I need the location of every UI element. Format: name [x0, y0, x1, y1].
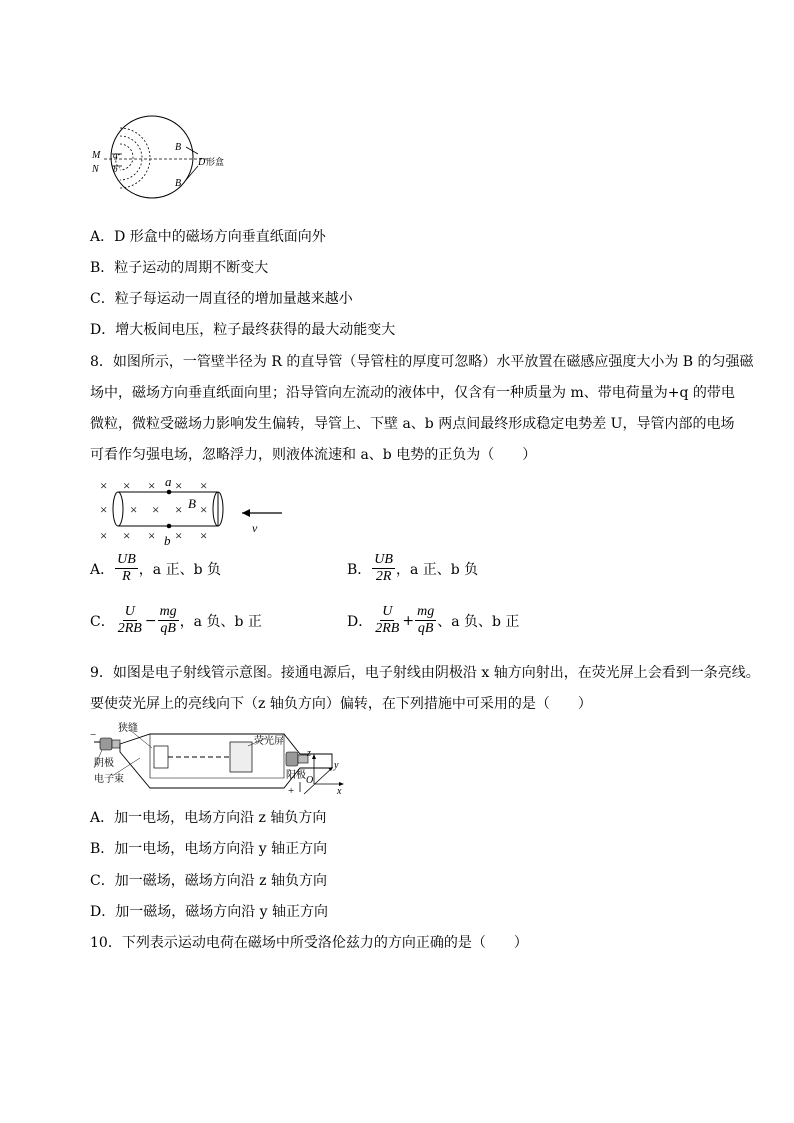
label-a: a [113, 150, 118, 160]
cross-mark: × [123, 528, 131, 543]
q8-stem-line3: 微粒，微粒受磁场力影响发生偏转，导管上、下壁 a、b 两点间最终形成稳定电势差 U，导管内部的电场 [90, 416, 735, 432]
label-n: N [92, 164, 99, 175]
cross-mark: × [100, 478, 108, 493]
pipe-figure [96, 474, 296, 546]
label-box: 形盒 [206, 157, 225, 167]
operator: + [402, 612, 415, 629]
plus-sign: + [288, 785, 295, 797]
option-label: D． [347, 613, 373, 630]
fraction [158, 604, 179, 637]
fraction [415, 604, 436, 637]
denominator: 2RB [117, 621, 142, 636]
q9-stem-line2: 要使荧光屏上的亮线向下（z 轴负方向）偏转，在下列措施中可采用的是（ ） [90, 696, 592, 712]
cross-mark: × [123, 478, 131, 493]
cross-mark: × [100, 502, 108, 517]
minus-sign: − [90, 729, 97, 741]
q7-option-d: D．增大板间电压，粒子最终获得的最大动能变大 [90, 322, 396, 338]
denominator: 2RB [375, 621, 400, 636]
option-tail: ，a 正、b 负 [395, 561, 479, 578]
anode-label: 阳极 [286, 770, 306, 781]
fraction [372, 552, 395, 585]
numerator: UB [117, 552, 136, 567]
label-b-lower: B [175, 178, 182, 189]
denominator: qB [417, 621, 434, 636]
label-b-small: b [113, 164, 118, 174]
q8-stem-line1: 8．如图所示，一管壁半径为 R 的直导管（导管柱的厚度可忽略）水平放置在磁感应强度大小为 B 的匀强磁 [90, 354, 754, 370]
denominator: R [122, 569, 131, 584]
numerator: UB [374, 552, 393, 567]
q8-option-b [347, 552, 478, 585]
label-d: D [198, 157, 206, 168]
numerator: U [124, 604, 135, 619]
option-label: A． [90, 561, 115, 578]
screen-label: 荧光屏 [254, 736, 284, 747]
operator: − [144, 612, 157, 629]
q9-option-c: C．加一磁场，磁场方向沿 z 轴负方向 [90, 873, 327, 889]
fraction [115, 552, 138, 585]
q8-stem-line2: 场中，磁场方向垂直纸面向里；沿导管向左流动的液体中，仅含有一种质量为 m、带电荷量为+q 的带电 [90, 385, 735, 401]
axis-x: x [337, 786, 342, 797]
cross-mark: × [200, 478, 208, 493]
fraction [373, 604, 401, 637]
numerator: mg [159, 604, 177, 619]
q8-option-d [347, 604, 519, 637]
cross-mark: × [152, 502, 160, 517]
label-m: M [92, 150, 101, 161]
option-tail: 、a 负、b 正 [437, 613, 520, 630]
cross-mark: × [175, 478, 183, 493]
point-b-label: b [164, 533, 171, 546]
option-label: B． [347, 561, 372, 578]
cross-mark: × [148, 478, 156, 493]
slit-label: 狭缝 [118, 723, 138, 734]
denominator: qB [160, 621, 176, 636]
velocity-label: v [252, 521, 258, 535]
q10-stem-line1: 10．下列表示运动电荷在磁场中所受洛伦兹力的方向正确的是（ ） [90, 935, 528, 951]
cross-mark: × [175, 502, 183, 517]
q9-option-d: D．加一磁场，磁场方向沿 y 轴正方向 [90, 904, 329, 920]
option-tail: ，a 负、b 正 [179, 613, 262, 630]
cross-mark: × [175, 528, 183, 543]
field-b-label: B [188, 496, 196, 511]
denominator: 2R [375, 569, 392, 584]
numerator: mg [417, 604, 435, 619]
q9-option-b: B．加一电场，电场方向沿 y 轴正方向 [90, 841, 328, 857]
fraction [116, 604, 144, 637]
q8-option-a [90, 552, 221, 585]
option-tail: ，a 正、b 负 [138, 561, 222, 578]
q9-stem-line1: 9．如图是电子射线管示意图。接通电源后，电子射线由阴极沿 x 轴方向射出，在荧光屏上会看到一条亮线。 [90, 665, 760, 681]
cyclotron-figure [88, 114, 238, 200]
numerator: U [382, 604, 393, 619]
cross-mark: × [100, 528, 108, 543]
crt-figure [88, 722, 350, 802]
point-a-label: a [165, 474, 172, 489]
q7-option-c: C．粒子每运动一周直径的增加量越来越小 [90, 291, 353, 307]
axis-origin: O [306, 775, 314, 786]
cross-mark: × [148, 528, 156, 543]
q7-option-a: A．D 形盒中的磁场方向垂直纸面向外 [90, 229, 326, 245]
axis-z: z [307, 748, 311, 759]
option-label: C． [90, 613, 115, 630]
q8-option-c [90, 604, 262, 637]
q7-option-b: B．粒子运动的周期不断变大 [90, 260, 269, 276]
cross-mark: × [200, 528, 208, 543]
label-b-upper: B [175, 142, 182, 153]
q9-option-a: A．加一电场，电场方向沿 z 轴负方向 [90, 810, 327, 826]
cross-mark: × [200, 502, 208, 517]
beam-label: 电子束 [94, 774, 124, 785]
axis-y: y [334, 760, 339, 771]
q8-stem-line4: 可看作匀强电场，忽略浮力，则液体流速和 a、b 电势的正负为（ ） [90, 447, 537, 463]
cross-mark: × [130, 502, 138, 517]
cathode-label: 阴极 [94, 758, 114, 769]
